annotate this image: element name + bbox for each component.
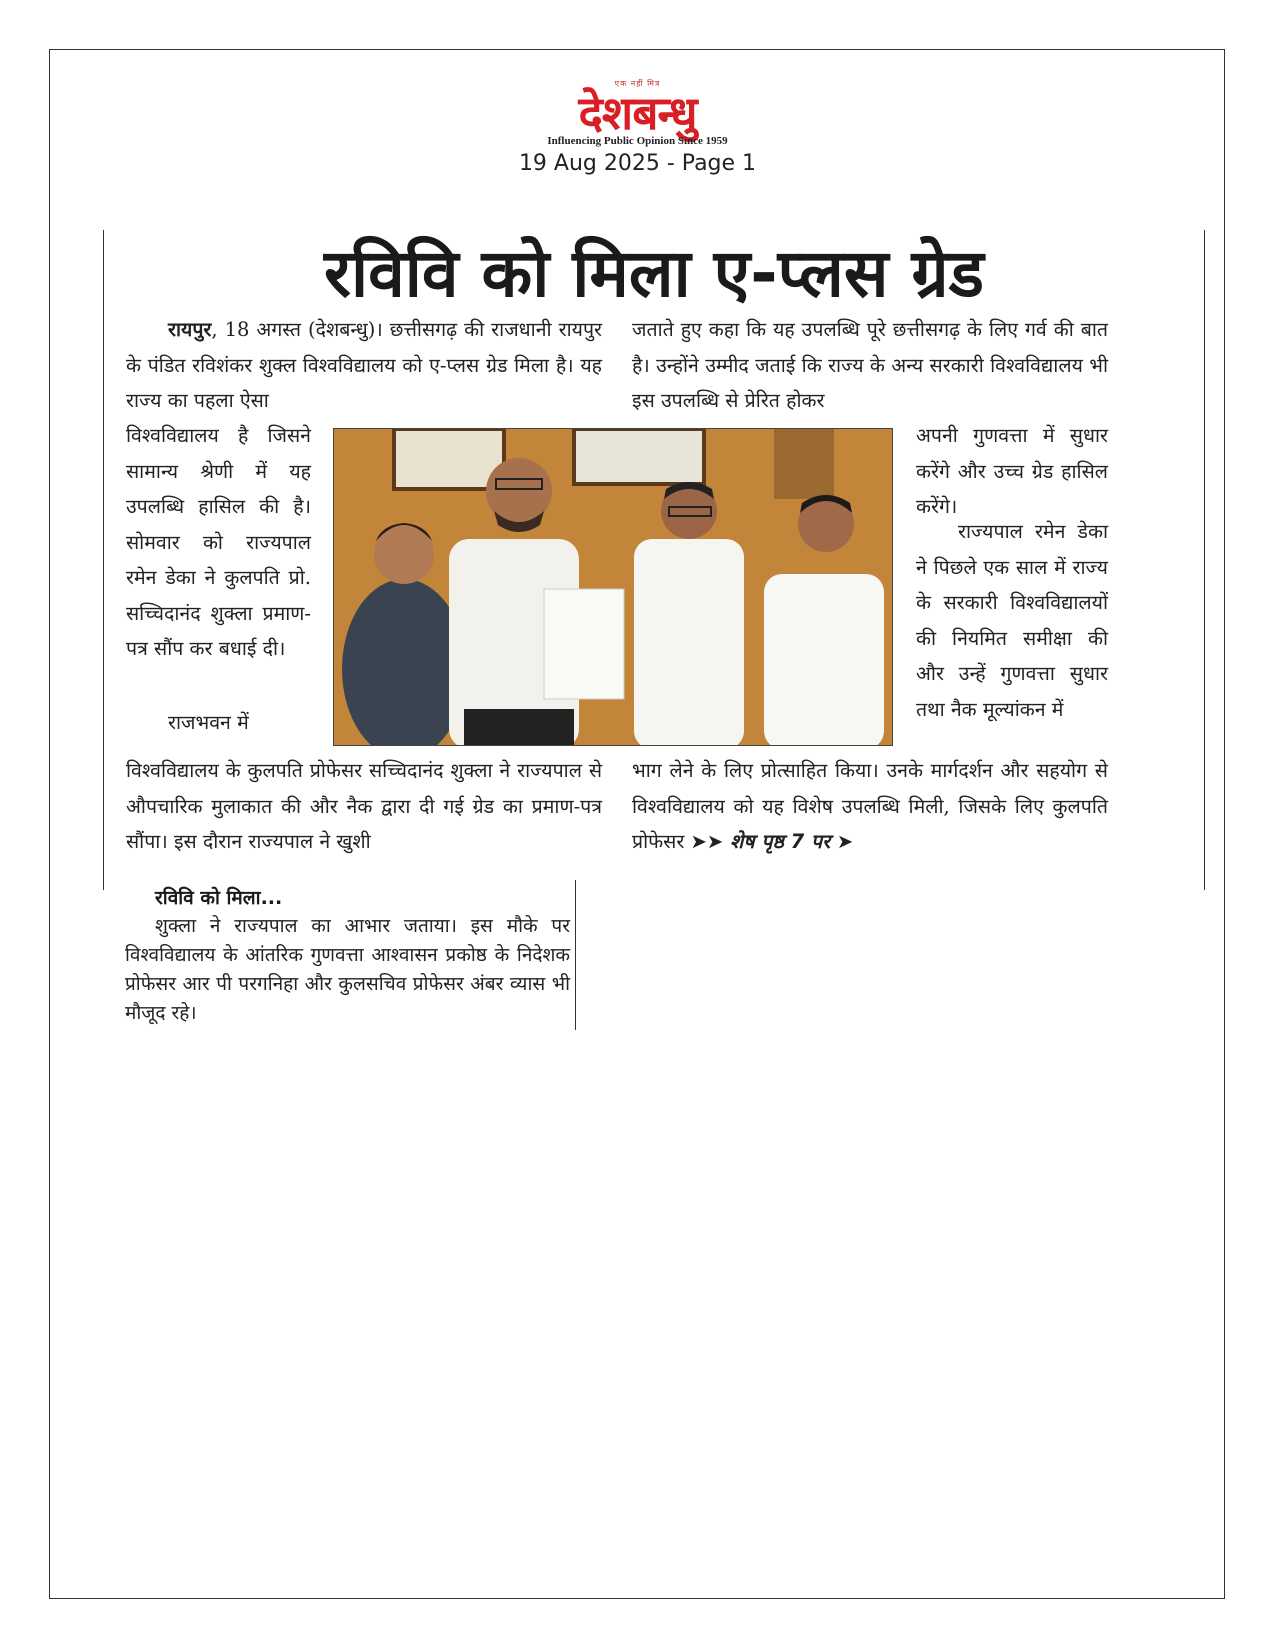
- col1-top-text: , 18 अगस्त (देशबन्धु)। छत्तीसगढ़ की राजधानी रायपुर के पंडित रविशंकर शुक्ल विश्वविद्यालय को ए-प्लस ग्रेड मिला है। यह राज्य का पहला ऐसा: [126, 318, 602, 412]
- col2-side-paragraph: अपनी गुणवत्ता में सुधार करेंगे और उच्च ग्रेड हासिल करेंगे।: [916, 424, 1108, 518]
- continuation-box: [125, 880, 576, 1030]
- edition-dateline: 19 Aug 2025 - Page 1: [518, 151, 757, 176]
- col2-side-paragraph-2: राज्यपाल रमेन डेका ने पिछले एक साल में राज्य के सरकारी विश्वविद्यालयों की नियमित समीक्षा की और उन्हें गुणवत्ता सुधार तथा नैक मूल्यांकन में: [916, 520, 1108, 721]
- col1-top-paragraph: [126, 312, 602, 419]
- photo-illustration: [334, 429, 893, 746]
- col2-bottom-paragraph: [632, 753, 1108, 860]
- continuation-text: शुक्ला ने राज्यपाल का आभार जताया। इस मौके पर विश्वविद्यालय के आंतरिक गुणवत्ता आश्वासन प्रकोष्ठ के निदेशक प्रोफेसर आर पी परगनिहा और कुलसचिव प्रोफेसर अंबर व्यास भी मौजूद रहे।: [125, 915, 570, 1024]
- masthead-subtitle: Influencing Public Opinion Since 1959: [547, 135, 728, 147]
- news-photo: [333, 428, 893, 746]
- continued-on-page-label: ➤➤ शेष पृष्ठ 7 पर ➤: [690, 830, 854, 853]
- headline: रविवि को मिला ए-प्लस ग्रेड: [324, 235, 984, 312]
- continuation-title: रविवि को मिला...: [155, 887, 283, 909]
- dateline-place: रायपुर: [168, 318, 212, 341]
- col1-side-paragraph-2: राजभवन में: [168, 711, 249, 734]
- masthead: [0, 78, 1275, 147]
- masthead-tagline: एक नहीं मित्र: [614, 79, 661, 88]
- col2-bottom-text: भाग लेने के लिए प्रोत्साहित किया। उनके मार्गदर्शन और सहयोग से विश्वविद्यालय को यह विशेष उपलब्धि मिली, जिसके लिए कुलपति प्रोफेसर: [632, 759, 1108, 853]
- col1-side-paragraph: विश्वविद्यालय है जिसने सामान्य श्रेणी में यह उपलब्धि हासिल की है। सोमवार को राज्यपाल रमेन डेका ने कुलपति प्रो. सच्चिदानंद शुक्ला प्रमाण-पत्र सौंप कर बधाई दी।: [126, 424, 311, 660]
- newspaper-logo: देशबन्धु: [578, 86, 697, 140]
- col2-top-paragraph: जताते हुए कहा कि यह उपलब्धि पूरे छत्तीसगढ़ के लिए गर्व की बात है। उन्होंने उम्मीद जताई कि राज्य के अन्य सरकारी विश्वविद्यालय भी इस उपलब्धि से प्रेरित होकर: [632, 318, 1108, 412]
- col1-bottom-paragraph: विश्वविद्यालय के कुलपति प्रोफेसर सच्चिदानंद शुक्ला ने राज्यपाल से औपचारिक मुलाकात की और नैक द्वारा दी गई ग्रेड का प्रमाण-पत्र सौंपा। इस दौरान राज्यपाल ने खुशी: [126, 759, 602, 853]
